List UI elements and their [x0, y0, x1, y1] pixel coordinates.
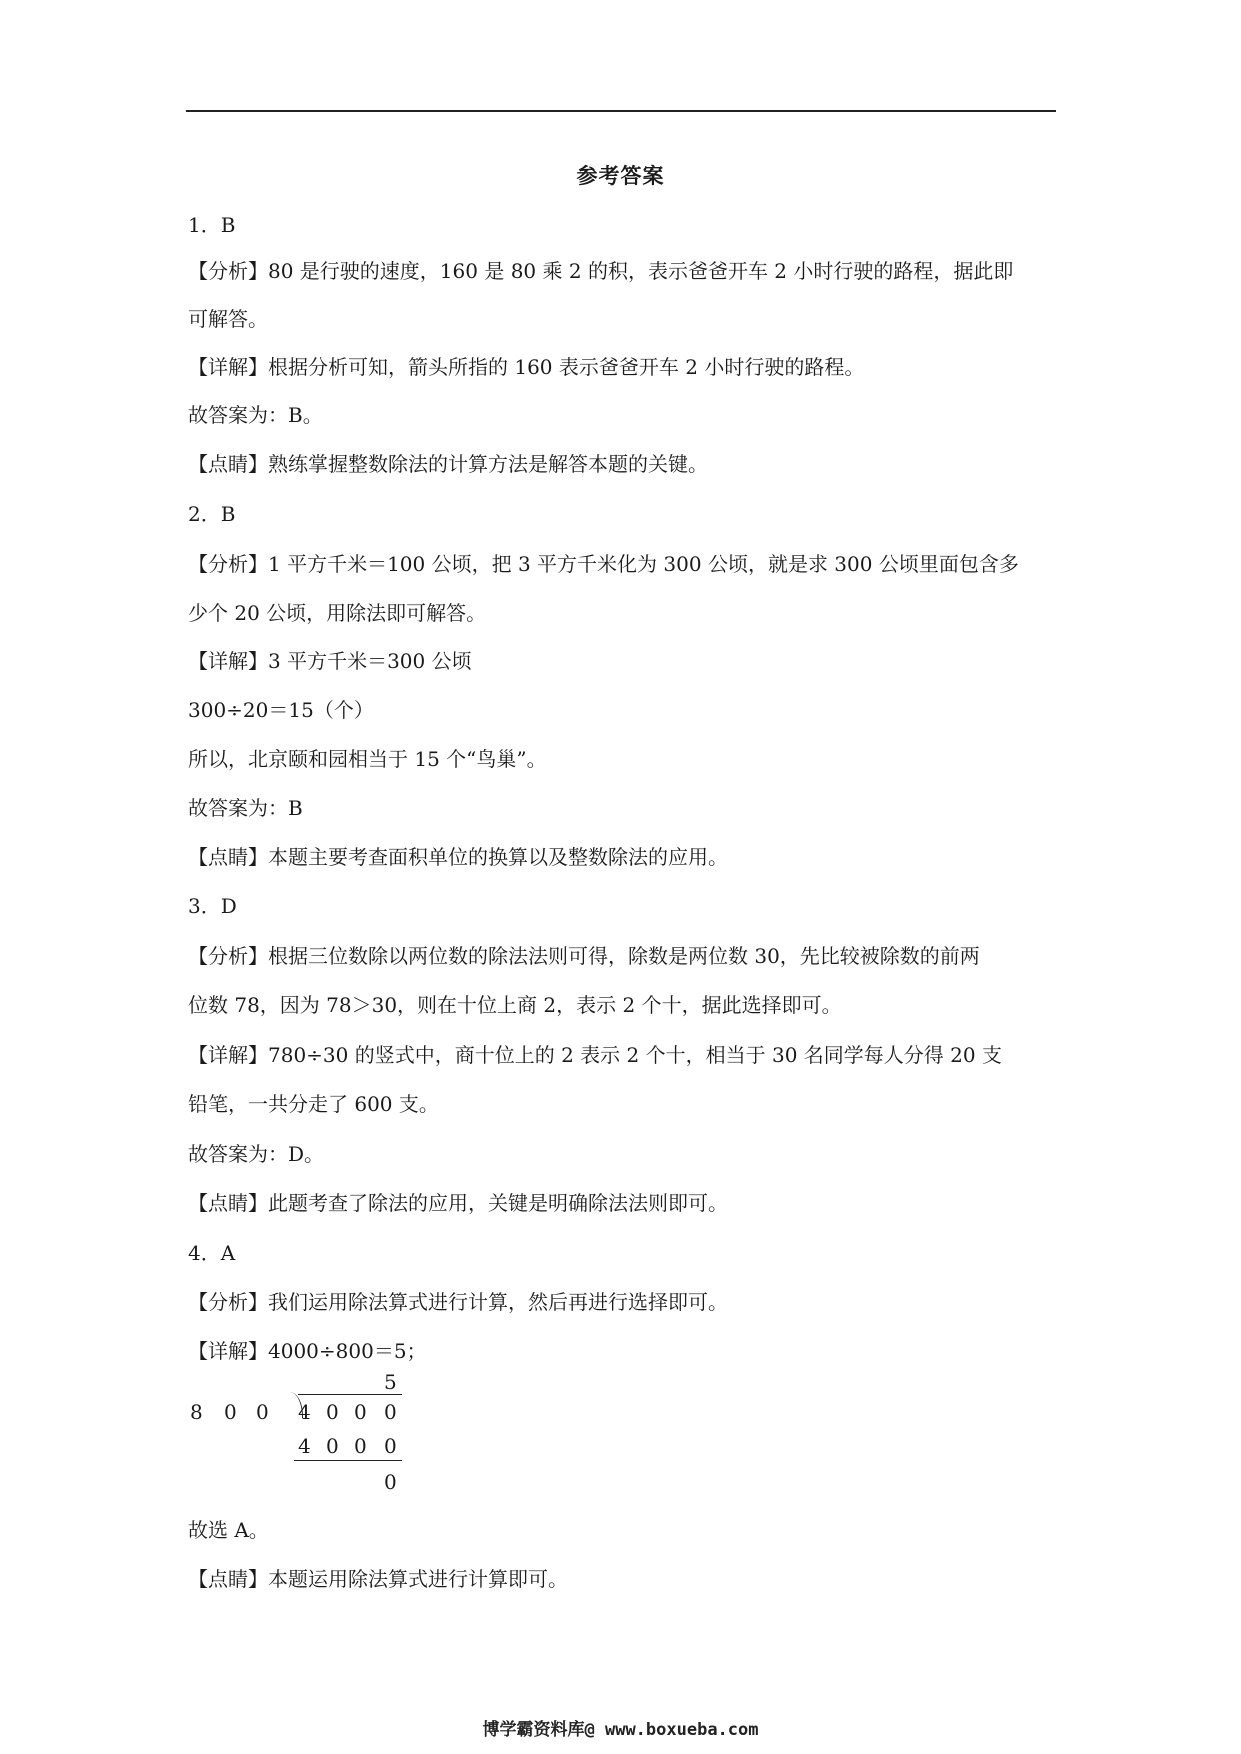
long-division	[188, 1370, 428, 1500]
q3-comment: 【点睛】此题考查了除法的应用，关键是明确除法法则即可。	[188, 1191, 728, 1215]
dividend-digit: 0	[354, 1400, 367, 1424]
q4-analysis: 【分析】我们运用除法算式进行计算，然后再进行选择即可。	[188, 1290, 728, 1314]
q3-detail-line-2: 铅笔，一共分走了 600 支。	[188, 1092, 439, 1116]
q2-conclusion: 故答案为：B	[188, 796, 303, 820]
product-digit: 0	[384, 1434, 397, 1458]
q4-comment: 【点睛】本题运用除法算式进行计算即可。	[188, 1567, 568, 1591]
product-digit: 0	[354, 1434, 367, 1458]
subtraction-line	[294, 1460, 402, 1461]
q2-answer: 2．B	[188, 502, 236, 526]
q2-analysis-line-2: 少个 20 公顷，用除法即可解答。	[188, 601, 487, 625]
q1-analysis-line-1: 【分析】80 是行驶的速度，160 是 80 乘 2 的积，表示爸爸开车 2 小时行驶的路程，据此即	[188, 259, 1014, 283]
q3-analysis-line-2: 位数 78，因为 78＞30，则在十位上商 2，表示 2 个十，据此选择即可。	[188, 993, 842, 1017]
product-digit: 0	[326, 1434, 339, 1458]
header-rule	[186, 110, 1056, 112]
q2-analysis-line-1: 【分析】1 平方千米＝100 公顷，把 3 平方千米化为 300 公顷，就是求 300 公顷里面包含多	[188, 552, 1019, 576]
division-quotient: 5	[384, 1370, 397, 1394]
dividend-digit: 0	[326, 1400, 339, 1424]
q1-analysis-line-2: 可解答。	[188, 307, 268, 331]
dividend-digit: 4	[298, 1400, 311, 1424]
q2-detail: 【详解】3 平方千米＝300 公顷	[188, 649, 472, 673]
page-title: 参考答案	[576, 164, 665, 188]
q2-comment: 【点睛】本题主要考查面积单位的换算以及整数除法的应用。	[188, 845, 728, 869]
footer-watermark: 博学霸资料库@ www.boxueba.com	[482, 1720, 759, 1740]
q2-result: 所以，北京颐和园相当于 15 个“鸟巢”。	[188, 747, 547, 771]
division-remainder: 0	[384, 1470, 397, 1494]
divisor-digit: 8	[190, 1400, 203, 1424]
q3-detail-line-1: 【详解】780÷30 的竖式中，商十位上的 2 表示 2 个十，相当于 30 名同学每人分得 20 支	[188, 1043, 1002, 1067]
dividend-digit: 0	[384, 1400, 397, 1424]
divisor-digit: 0	[256, 1400, 269, 1424]
q3-answer: 3．D	[188, 894, 237, 918]
q1-detail: 【详解】根据分析可知，箭头所指的 160 表示爸爸开车 2 小时行驶的路程。	[188, 355, 865, 379]
q4-detail: 【详解】4000÷800＝5；	[188, 1339, 427, 1363]
q1-comment: 【点睛】熟练掌握整数除法的计算方法是解答本题的关键。	[188, 452, 708, 476]
q1-conclusion: 故答案为：B。	[188, 403, 323, 427]
division-bar	[298, 1394, 402, 1395]
q2-calculation: 300÷20＝15（个）	[188, 698, 374, 722]
q3-analysis-line-1: 【分析】根据三位数除以两位数的除法法则可得，除数是两位数 30，先比较被除数的前两	[188, 944, 980, 968]
q1-answer: 1．B	[188, 213, 236, 237]
q4-answer: 4．A	[188, 1241, 236, 1265]
q4-conclusion: 故选 A。	[188, 1518, 269, 1542]
product-digit: 4	[298, 1434, 311, 1458]
q3-conclusion: 故答案为：D。	[188, 1142, 325, 1166]
divisor-digit: 0	[224, 1400, 237, 1424]
